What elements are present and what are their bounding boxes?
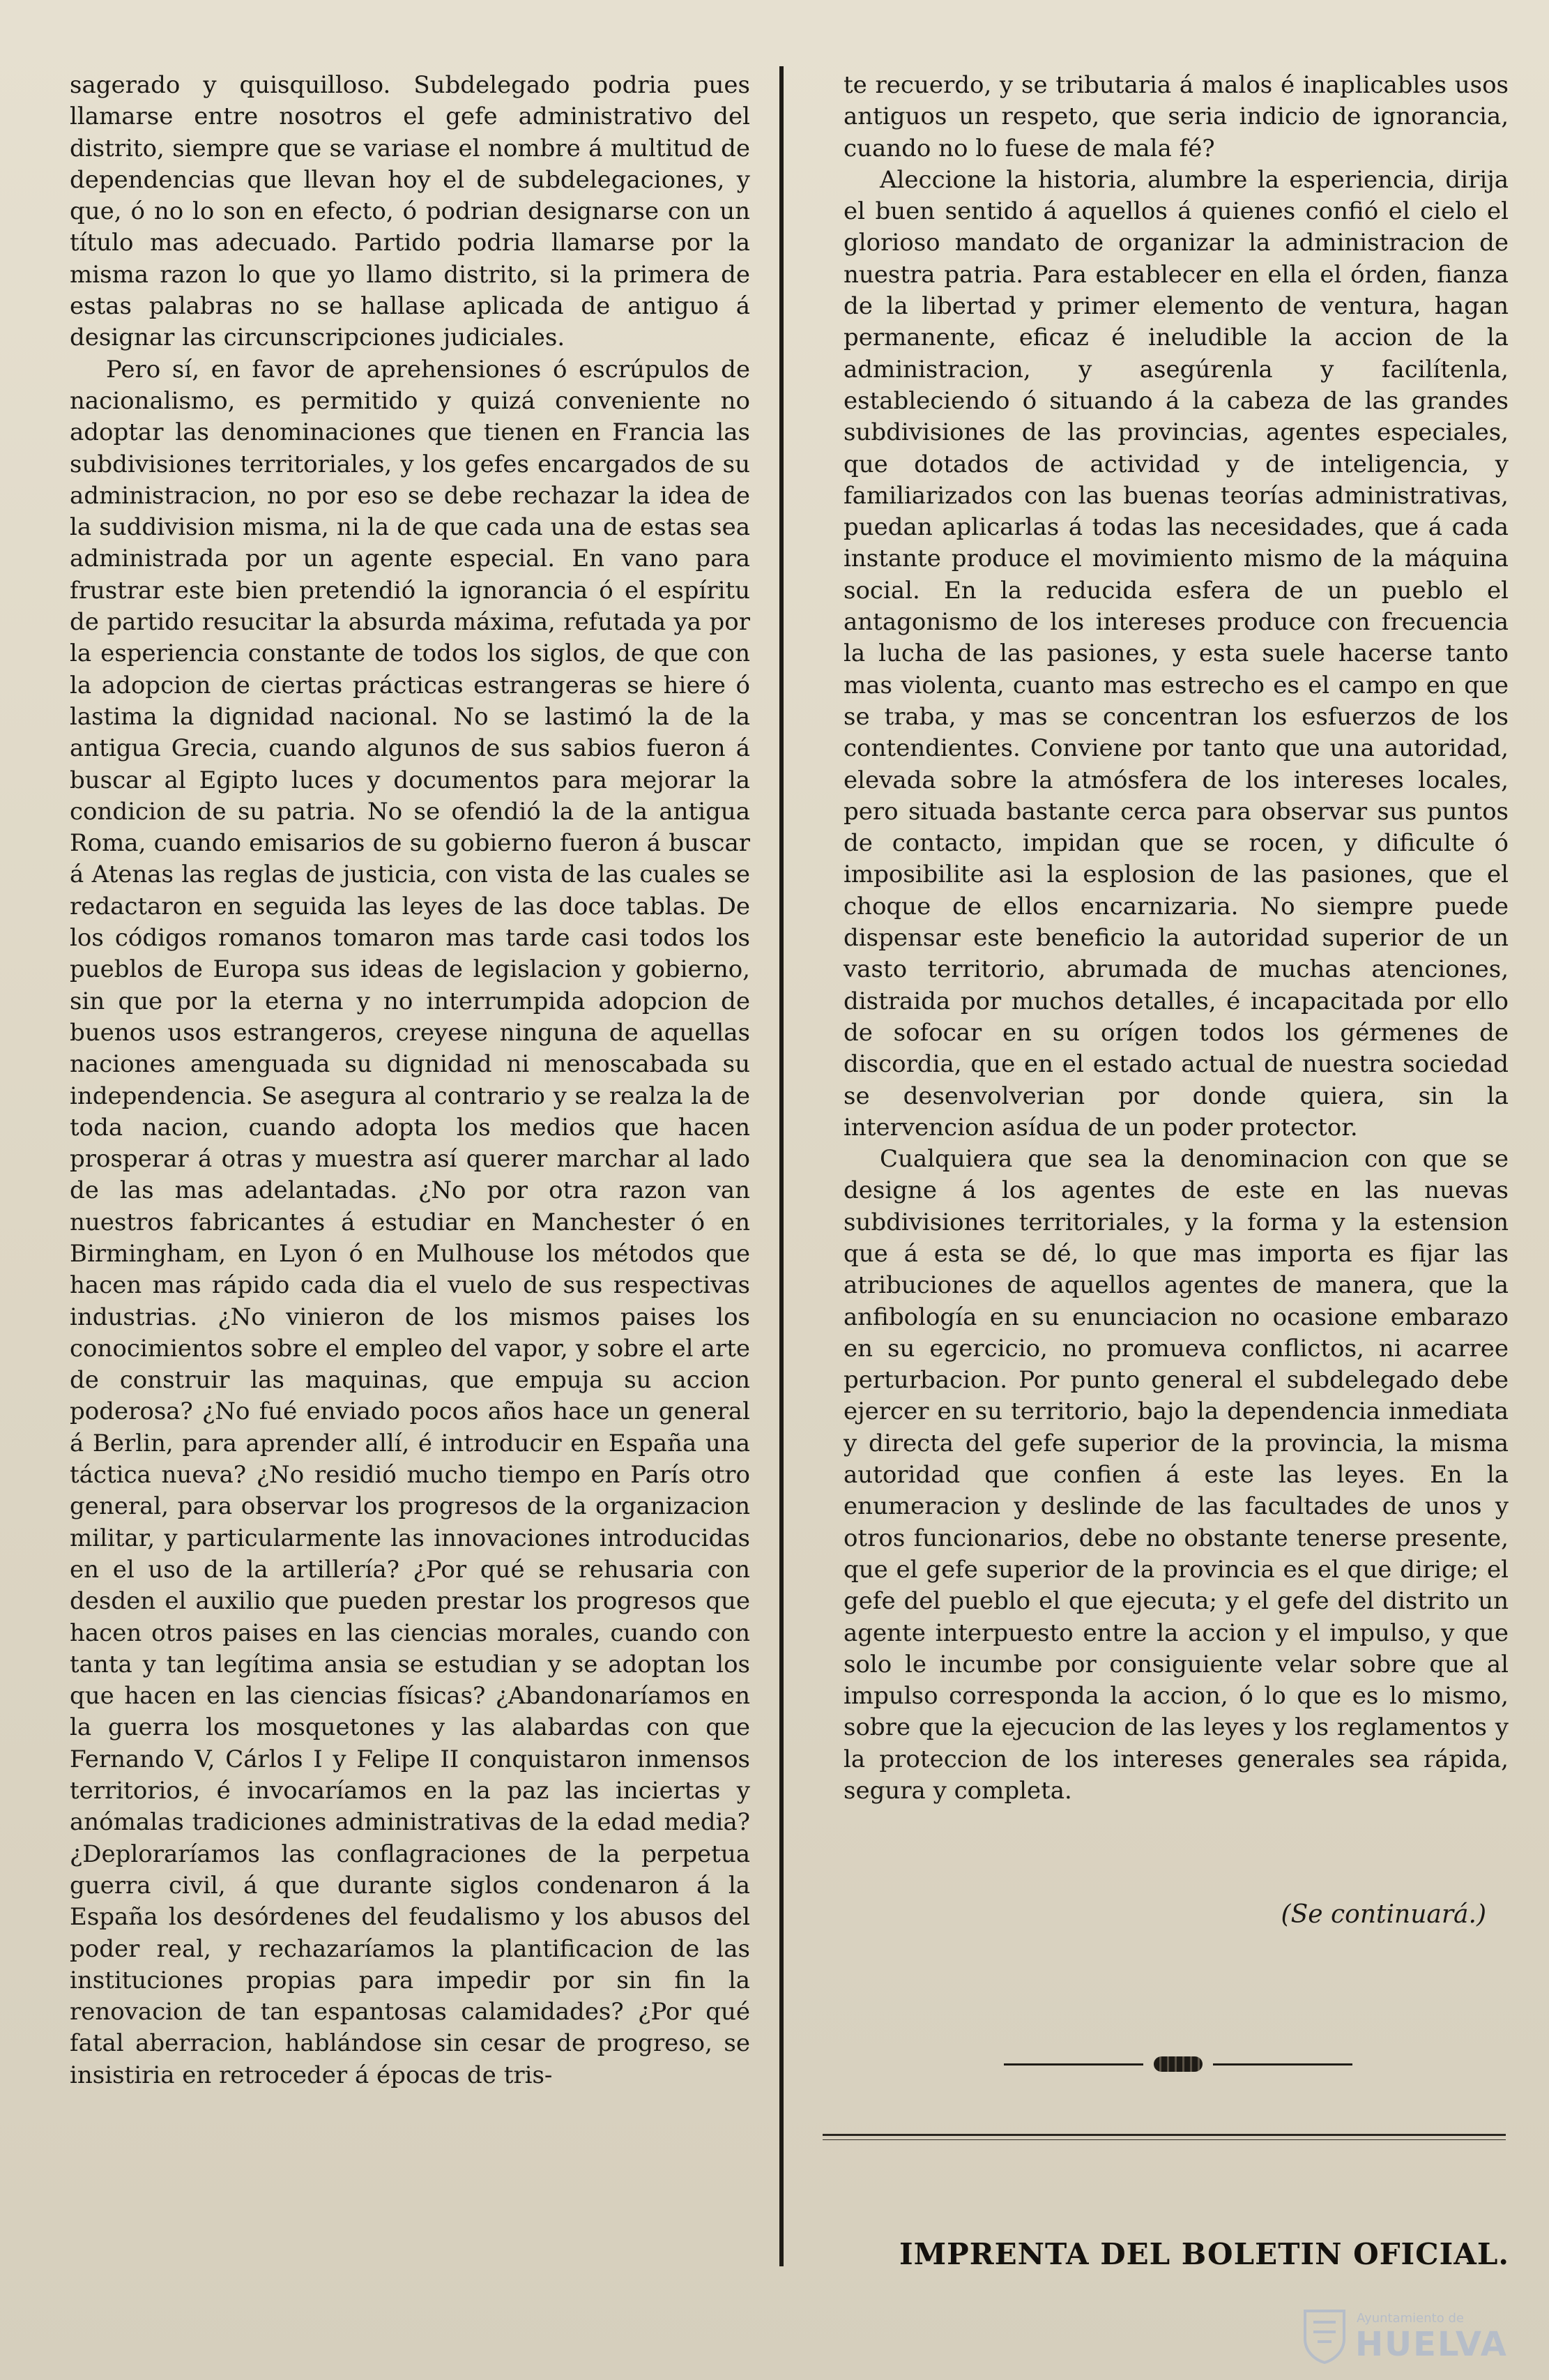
archive-watermark [1302, 2308, 1525, 2364]
printer-imprint: IMPRENTA DEL BOLETIN OFICIAL. [899, 2237, 1509, 2271]
watermark-small-text: Ayuntamiento de [1357, 2311, 1464, 2326]
continued-note: (Se continuará.) [1281, 1900, 1486, 1929]
ornament-divider [1004, 2054, 1352, 2075]
right-paragraph-1: te recuerdo, y se tributaria á malos é inaplicables usos antiguos un respeto, que seria indicio de ignorancia, cuando no lo fuese de mala fé? [844, 71, 1509, 162]
right-paragraph-3: Cualquiera que sea la denominacion con que se designe á los agentes de este en las nuevas subdivisiones territoriales, y la forma y la estension que á esta se dé, lo que mas importa es fijar las atribuciones de aquellos agentes de manera, que la anfibología en su enunciacion no ocasione embarazo en su egercicio, no promueva conflictos, ni acarree perturbacion. Por punto general el subdelegado debe ejercer en su territorio, bajo la dependencia inmediata y directa del gefe superior de la provincia, la misma autoridad que confien á este las leyes. En la enumeracion y deslinde de las facultades de unos y otros funcionarios, debe no obstante tenerse presente, que el gefe superior de la provincia es el que dirige; el gefe del pueblo el que ejecuta; y el gefe del distrito un agente interpuesto entre la accion y el impulso, y que solo le incumbe por consiguiente velar sobre que al impulso corresponda la accion, ó lo que es lo mismo, sobre que la ejecucion de las leyes y los reglamentos y la proteccion de los intereses generales sea rápida, segura y completa. [844, 1145, 1509, 1805]
watermark-big-text: HUELVA [1355, 2325, 1508, 2364]
right-paragraph-2: Aleccione la historia, alumbre la esperiencia, dirija el buen sentido á aquellos á quienes confió el cielo el glorioso mandato de organizar la administracion de nuestra patria. Para establecer en ella el órden, fianza de la libertad y primer elemento de ventura, hagan permanente, eficaz é ineludible la accion de la administracion, y asegúrenla y facilítenla, estableciendo ó situando á la cabeza de las grandes subdivisiones de las provincias, agentes especiales, que dotados de actividad y de inteligencia, y familiarizados con las buenas teorías administrativas, puedan aplicarlas á todas las necesidades, que á cada instante produce el movimiento mismo de la máquina social. En la reducida esfera de un pueblo el antagonismo de los intereses produce con frecuencia la lucha de las pasiones, y esta suele hacerse tanto mas violenta, cuanto mas estrecho es el campo en que se traba, y mas se concentran los esfuerzos de los contendientes. Conviene por tanto que una autoridad, elevada sobre la atmósfera de los intereses locales, pero situada bastante cerca para observar sus puntos de contacto, impidan que se rocen, y dificulte ó imposibilite asi la esplosion de las pasiones, que el choque de ellos encarnizaria. No siempre puede dispensar este beneficio la autoridad superior de un vasto territorio, abrumada de muchas atenciones, distraida por muchos detalles, é incapacitada por ello de sofocar en su orígen todos los gérmenes de discordia, que en el estado actual de nuestra sociedad se desenvolverian por donde quiera, sin la intervencion asídua de un poder protector. [844, 165, 1509, 1142]
imprint-rule-thick [823, 2134, 1506, 2136]
shield-icon [1302, 2308, 1347, 2364]
imprint-rule-thin [823, 2139, 1506, 2140]
column-divider [779, 66, 784, 2266]
left-paragraph-2: Pero sí, en favor de aprehensiones ó escrúpulos de nacionalismo, es permitido y quizá conveniente no adoptar las denominaciones que tienen en Francia las subdivisiones territoriales, y los gefes encargados de su administracion, no por eso se debe rechazar la idea de la suddivision misma, ni la de que cada una de estas sea administrada por un agente especial. En vano para frustrar este bien pretendió la ignorancia ó el espíritu de partido resucitar la absurda máxima, refutada ya por la esperiencia constante de todos los siglos, de que con la adopcion de ciertas prácticas estrangeras se hiere ó lastima la dignidad nacional. No se lastimó la de la antigua Grecia, cuando algunos de sus sabios fueron á buscar al Egipto luces y documentos para mejorar la condicion de su patria. No se ofendió la de la antigua Roma, cuando emisarios de su gobierno fueron á buscar á Atenas las reglas de justicia, con vista de las cuales se redactaron en seguida las leyes de las doce tablas. De los códigos romanos tomaron mas tarde casi todos los pueblos de Europa sus ideas de legislacion y gobierno, sin que por la eterna y no interrumpida adopcion de buenos usos estrangeros, creyese ninguna de aquellas naciones amenguada su dignidad ni menoscabada su independencia. Se asegura al contrario y se realza la de toda nacion, cuando adopta los medios que hacen prosperar á otras y muestra así querer marchar al lado de las mas adelantadas. ¿No por otra razon van nuestros fabricantes á estudiar en Manchester ó en Birmingham, en Lyon ó en Mulhouse los métodos que hacen mas rápido cada dia el vuelo de sus respectivas industrias. ¿No vinieron de los mismos paises los conocimientos sobre el empleo del vapor, y sobre el arte de construir las maquinas, que empuja su accion poderosa? ¿No fué enviado pocos años hace un general á Berlin, para aprender allí, é introducir en España una táctica nueva? ¿No residió mucho tiempo en París otro general, para observar los progresos de la organizacion militar, y particularmente las innovaciones introducidas en el uso de la artillería? ¿Por qué se rehusaria con desden el auxilio que pueden prestar los progresos que hacen otros paises en las ciencias morales, cuando con tanta y tan legítima ansia se estudian y se adoptan los que hacen en las ciencias físicas? ¿Abandonaríamos en la guerra los mosquetones y las alabardas con que Fernando V, Cárlos I y Felipe II conquistaron inmensos territorios, é invocaríamos en la paz las inciertas y anómalas tradiciones administrativas de la edad media? ¿Deploraríamos las conflagraciones de la perpetua guerra civil, á que durante siglos condenaron á la España los desórdenes del feudalismo y los abusos del poder real, y rechazaríamos la plantificacion de las instituciones propias para impedir por sin fin la renovacion de tan espantosas calamidades? ¿Por qué fatal aberracion, hablándose sin cesar de progreso, se insistiria en retroceder á épocas de tris- [70, 355, 750, 2089]
ornament-line-left [1004, 2063, 1143, 2066]
left-column [70, 70, 750, 2091]
ornament-line-right [1213, 2063, 1352, 2066]
ornament-beads [1154, 2056, 1203, 2072]
left-paragraph-1: sagerado y quisquilloso. Subdelegado podria pues llamarse entre nosotros el gefe administrativo del distrito, siempre que se variase el nombre á multitud de dependencias que llevan hoy el de subdelegaciones, y que, ó no lo son en efecto, ó podrian designarse con un título mas adecuado. Partido podria llamarse por la misma razon lo que yo llamo distrito, si la primera de estas palabras no se hallase aplicada de antiguo á designar las circunscripciones judiciales. [70, 71, 750, 352]
right-column [844, 70, 1509, 1807]
